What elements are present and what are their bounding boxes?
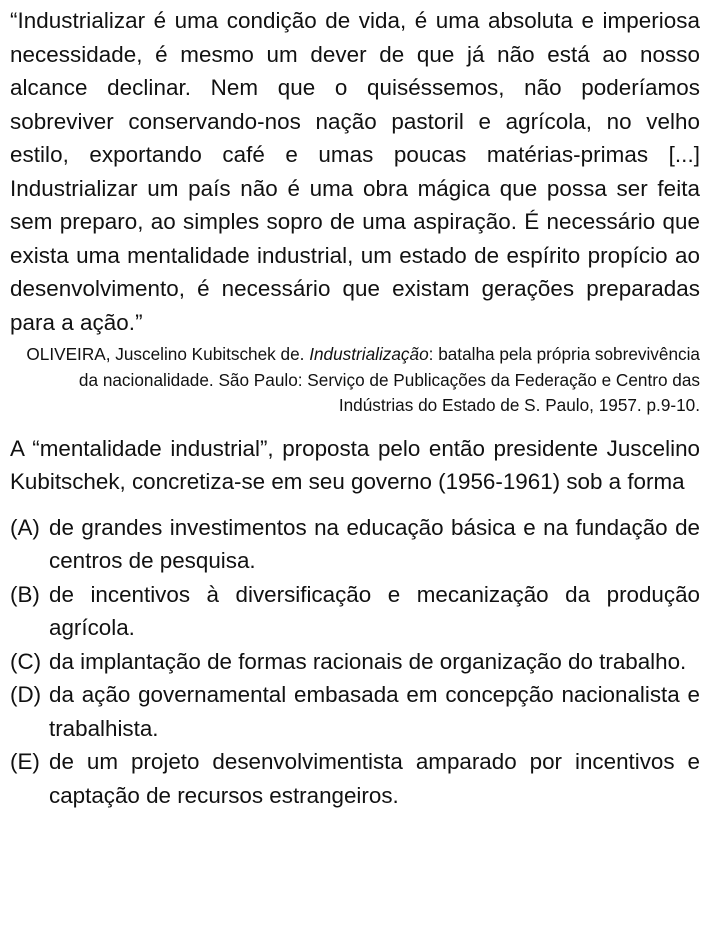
option-text: da ação governamental embasada em concepção nacionalista e trabalhista. bbox=[49, 682, 700, 741]
option-text: de grandes investimentos na educação básica e na fundação de centros de pesquisa. bbox=[49, 514, 700, 573]
option-text: de incentivos à diversificação e mecanização da produção agrícola. bbox=[49, 581, 700, 640]
question-stem: A “mentalidade industrial”, proposta pelo então presidente Juscelino Kubitschek, concretiza-se em seu governo (1956-1961) sob a forma bbox=[10, 435, 700, 494]
answer-options bbox=[10, 511, 700, 813]
citation bbox=[10, 342, 700, 419]
citation-title: Industrialização bbox=[309, 344, 429, 364]
option-letter: (D) bbox=[10, 682, 42, 707]
option-text: de um projeto desenvolvimentista amparado por incentivos e captação de recursos estrangeiros. bbox=[49, 749, 700, 808]
quote-text: “Industrializar é uma condição de vida, é uma absoluta e imperiosa necessidade, é mesmo um dever de que já não está ao nosso alcance declinar. Nem que o quiséssemos, não poderíamos sobreviver conservando-nos nação pastoril e agrícola, no velho estilo, exportando café e umas poucas matérias-primas [...] Industrializar um país não é uma obra mágica que possa ser feita sem preparo, ao simples sopro de uma aspiração. É necessário que exista uma mentalidade industrial, um estado de espírito propício ao desenvolvimento, é necessário que existam gerações preparadas para a ação.” bbox=[10, 8, 700, 335]
option-letter: (E) bbox=[10, 749, 40, 774]
option-c[interactable] bbox=[10, 645, 700, 679]
option-e[interactable] bbox=[10, 745, 700, 812]
option-letter: (B) bbox=[10, 581, 40, 607]
citation-details: : batalha pela própria sobrevivência da nacionalidade. São Paulo: Serviço de Publicações da Federação e Centro das Indústrias do Estado de S. Paulo, 1957. p.9-10. bbox=[78, 344, 700, 415]
option-d[interactable] bbox=[10, 678, 700, 745]
option-letter: (A) bbox=[10, 514, 40, 540]
option-b[interactable] bbox=[10, 578, 700, 645]
citation-author: OLIVEIRA, Juscelino Kubitschek de. bbox=[26, 344, 310, 364]
option-text: da implantação de formas racionais de organização do trabalho. bbox=[49, 648, 687, 674]
option-letter: (C) bbox=[10, 648, 42, 674]
option-a[interactable] bbox=[10, 511, 700, 578]
